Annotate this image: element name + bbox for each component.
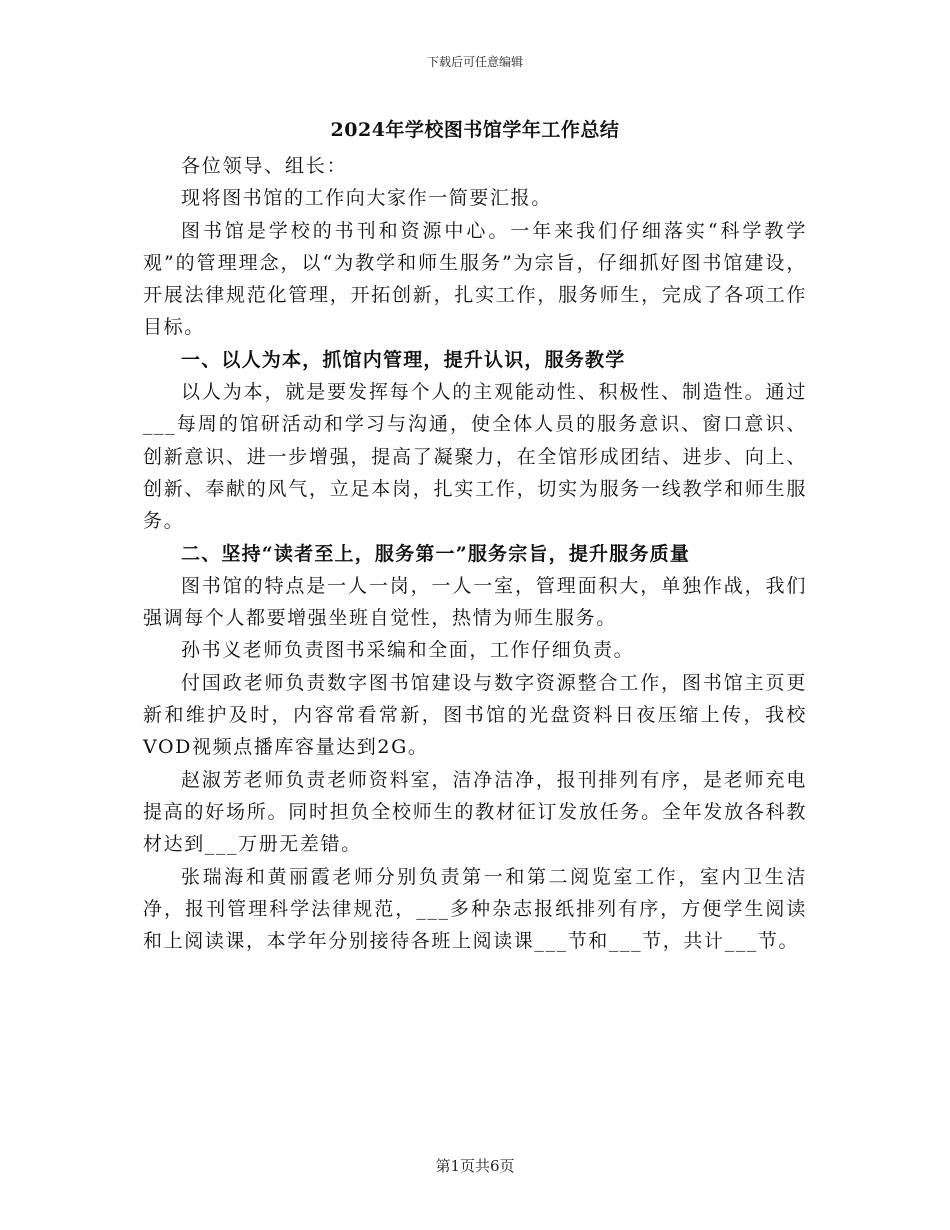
document-body xyxy=(143,150,807,957)
section-2-heading: 二、坚持“读者至上，服务第一”服务宗旨，提升服务质量 xyxy=(181,542,691,565)
intro-paragraph: 现将图书馆的工作向大家作一简要汇报。 xyxy=(181,187,552,210)
header-note: 下载后可任意编辑 xyxy=(426,55,523,69)
overview-paragraph: 图书馆是学校的书刊和资源中心。一年来我们仔细落实“科学教学观”的管理理念，以“为教学和师生服务”为宗旨，仔细抓好图书馆建设，开展法律规范化管理，开拓创新，扎实工作，服务师生，完成了各项工作目标。 xyxy=(143,219,807,339)
page-footer: 第1页共6页 xyxy=(435,1157,515,1175)
salutation-paragraph: 各位领导、组长： xyxy=(181,155,348,177)
section-2-paragraph-5: 张瑞海和黄丽霞老师分别负责第一和第二阅览室工作，室内卫生洁净，报刊管理科学法律规范，___多种杂志报纸排列有序，方便学生阅读和上阅读课，本学年分别接待各班上阅读课___节和___节，共计___节。 xyxy=(143,865,807,953)
section-1-heading: 一、以人为本，抓馆内管理，提升认识，服务教学 xyxy=(181,348,626,371)
section-2-paragraph-4: 赵淑芳老师负责老师资料室，洁净洁净，报刊排列有序，是老师充电提高的好场所。同时担负全校师生的教材征订发放任务。全年发放各科教材达到___万册无差错。 xyxy=(143,768,807,856)
section-2-paragraph-1: 图书馆的特点是一人一岗，一人一室，管理面积大，单独作战，我们强调每个人都要增强坐班自觉性，热情为师生服务。 xyxy=(143,574,807,630)
document-title: 2024年学校图书馆学年工作总结 xyxy=(330,119,620,141)
section-2-paragraph-3: 付国政老师负责数字图书馆建设与数字资源整合工作，图书馆主页更新和维护及时，内容常看常新，图书馆的光盘资料日夜压缩上传，我校VOD视频点播库容量达到2G。 xyxy=(143,671,807,759)
section-2-paragraph-2: 孙书义老师负责图书采编和全面，工作仔细负责。 xyxy=(181,639,635,662)
section-1-paragraph: 以人为本，就是要发挥每个人的主观能动性、积极性、制造性。通过___每周的馆研活动和学习与沟通，使全体人员的服务意识、窗口意识、创新意识、进一步增强，提高了凝聚力，在全馆形成团结、进步、向上、创新、奉献的风气，立足本岗，扎实工作，切实为服务一线教学和师生服务。 xyxy=(143,381,807,533)
